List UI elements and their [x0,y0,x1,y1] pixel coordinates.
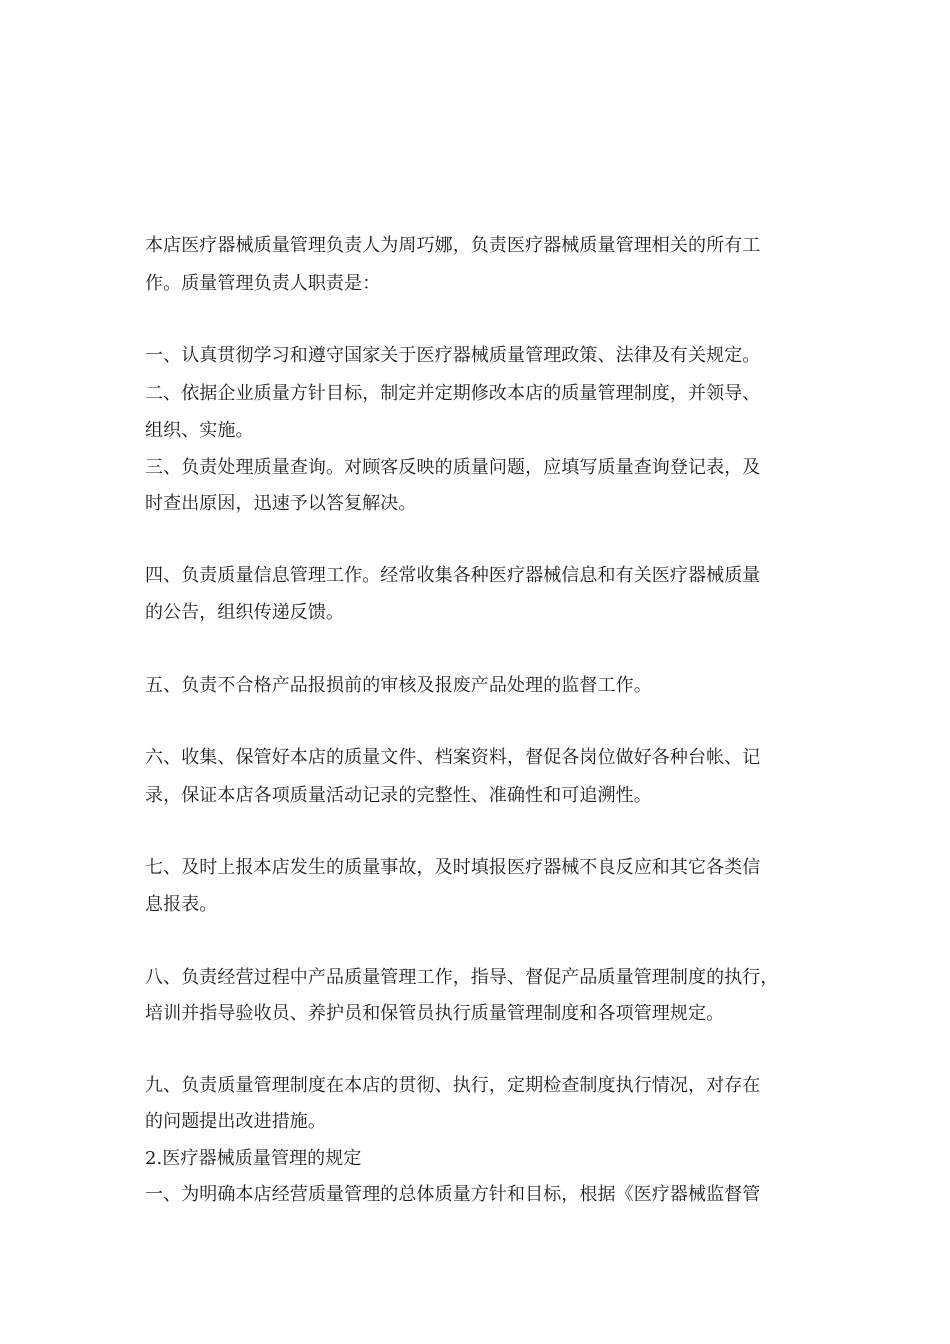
duty-item-1: 一、认真贯彻学习和遵守国家关于医疗器械质量管理政策、法律及有关规定。 [145,345,761,366]
duty-item-4-line-1: 四、负责质量信息管理工作。经常收集各种医疗器械信息和有关医疗器械质量 [145,565,761,586]
section-heading-2: 2.医疗器械质量管理的规定 [145,1148,362,1169]
duty-item-3-line-1: 三、负责处理质量查询。对顾客反映的质量问题，应填写质量查询登记表，及 [145,457,761,478]
duty-item-2-line-2: 组织、实施。 [145,420,254,441]
duty-item-9-line-1: 九、负责质量管理制度在本店的贯彻、执行，定期检查制度执行情况，对存在 [145,1075,761,1096]
duty-item-6-line-1: 六、收集、保管好本店的质量文件、档案资料，督促各岗位做好各种台帐、记 [145,747,761,768]
paragraph-intro-line-1: 本店医疗器械质量管理负责人为周巧娜，负责医疗器械质量管理相关的所有工 [145,235,761,256]
duty-item-4-line-2: 的公告，组织传递反馈。 [145,602,345,623]
duty-item-9-line-2: 的问题提出改进措施。 [145,1111,326,1132]
regulation-item-1-line-1: 一、为明确本店经营质量管理的总体质量方针和目标，根据《医疗器械监督管 [145,1184,761,1205]
duty-item-5: 五、负责不合格产品报损前的审核及报废产品处理的监督工作。 [145,675,652,696]
duty-item-7-line-2: 息报表。 [145,894,218,915]
duty-item-2-line-1: 二、依据企业质量方针目标，制定并定期修改本店的质量管理制度，并领导、 [145,383,761,404]
duty-item-6-line-2: 录，保证本店各项质量活动记录的完整性、准确性和可追溯性。 [145,785,652,806]
duty-item-7-line-1: 七、及时上报本店发生的质量事故，及时填报医疗器械不良反应和其它各类信 [145,857,761,878]
duty-item-8-line-1: 八、负责经营过程中产品质量管理工作，指导、督促产品质量管理制度的执行， [145,967,779,988]
paragraph-intro-line-2: 作。质量管理负责人职责是： [145,273,381,294]
duty-item-3-line-2: 时查出原因，迅速予以答复解决。 [145,493,417,514]
duty-item-8-line-2: 培训并指导验收员、养护员和保管员执行质量管理制度和各项管理规定。 [145,1003,725,1024]
